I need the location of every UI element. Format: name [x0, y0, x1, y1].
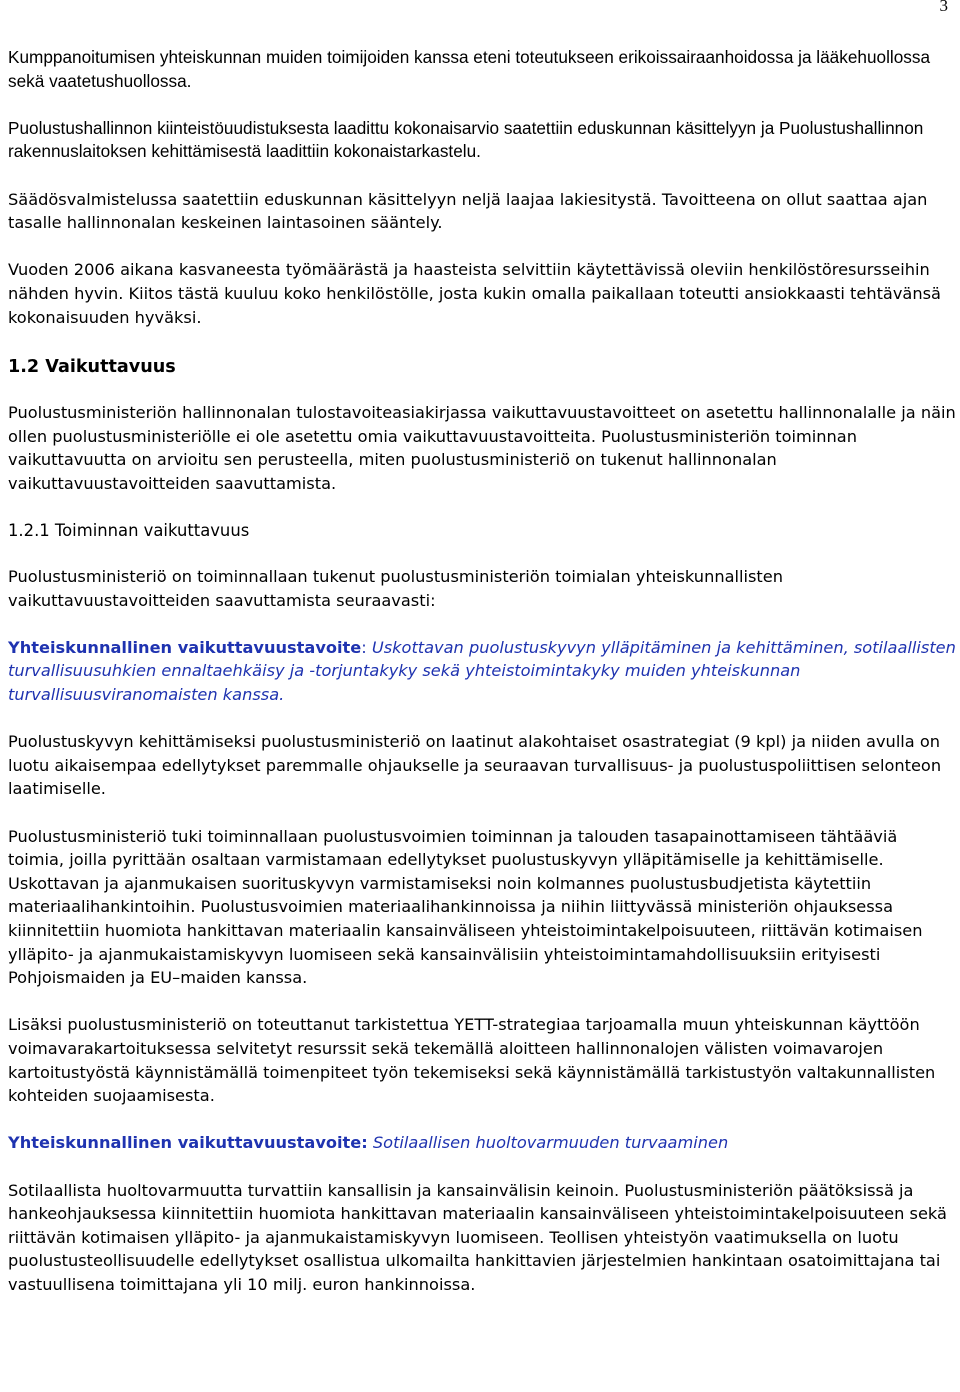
document-body: [8, 46, 958, 1297]
goal-security-of-supply: [8, 1131, 958, 1155]
paragraph-substrategies: Puolustuskyvyn kehittämiseksi puolustusministeriö on laatinut alakohtaiset osastrategiat (9 kpl) ja niiden avulla on luotu aikaisempaa edellytykset paremmalle ohjaukselle ja seuraavan turvallisuus- ja puolustuspoliittisen selonteon laatimiselle.: [8, 732, 942, 799]
paragraph-legislation: Säädösvalmistelussa saatettiin eduskunnan käsittelyyn neljä laajaa lakiesitystä. Tavoitteena on ollut saattaa ajan tasalle hallinnonalan keskeinen laintasoinen sääntely.: [8, 189, 928, 233]
subsection-heading-operational-effectiveness: 1.2.1 Toiminnan vaikuttavuus: [8, 521, 250, 541]
paragraph-balancing: Puolustusministeriö tuki toiminnallaan puolustusvoimien toiminnan ja talouden tasapainottamiseen tähtääviä toimia, joilla pyrittään osaltaan varmistamaan edellytykset puolustuskyvyn ylläpitämiselle ja kehittämiselle. Uskottavan ja ajanmukaisen suorituskyvyn varmistamiseksi noin kolmannes puolustusbudjetista käytettiin materiaalihankintoihin. Puolustusvoimien materiaalihankinnoissa ja niihin liittyvässä ministeriön ohjauksessa kiinnitettiin huomiota hankittavan materiaalin kansainväliseen yhteistoimintakelpoisuuteen, riittävän kotimaisen ylläpito- ja ajanmukaistamiskyvyn luomiseen sekä kansainvälisiin yhteistoimintamahdollisuuksiin erityisesti Pohjoismaiden ja EU–maiden kanssa.: [8, 826, 923, 988]
paragraph-yett-strategy: Lisäksi puolustusministeriö on toteuttanut tarkistettua YETT-strategiaa tarjoamalla muun yhteiskunnan käyttöön voimavarakartoituksessa selvitetyt resurssit sekä tekemällä aloitteen hallinnonalojen välisten voimavarojen kartoitustyöstä käynnistämällä toimenpiteet työn tekemiseksi sekä käynnistämällä tarkistustyön valtakunnallisten kohteiden suojaamisesta.: [8, 1015, 936, 1106]
paragraph-effectiveness-goals: Puolustusministeriön hallinnonalan tulostavoiteasiakirjassa vaikuttavuustavoitteet on asetettu hallinnonalalle ja näin ollen puolustusministeriölle ei ole asetettu omia vaikuttavuustavoitteita. Puolustusministeriön toiminnan vaikuttavuutta on arvioitu sen perusteella, miten puolustusministeriö on tukenut hallinnonalan vaikuttavuustavoitteiden saavuttamista.: [8, 403, 956, 493]
paragraph-real-estate: Puolustushallinnon kiinteistöuudistuksesta laadittu kokonaisarvio saatettiin eduskunnan käsittelyyn ja Puolustushallinnon rakennuslaitoksen kehittämisestä laadittiin kokonaistarkastelu.: [8, 117, 924, 162]
goal-defence-capability: [8, 636, 958, 707]
page-number: 3: [939, 0, 948, 15]
paragraph-partnering: Kumppanoitumisen yhteiskunnan muiden toimijoiden kanssa eteni toteutukseen erikoissairaanhoidossa ja lääkehuollossa sekä vaatetushuollossa.: [8, 47, 931, 91]
goal-label: Yhteiskunnallinen vaikuttavuustavoite: [8, 637, 362, 657]
section-heading-effectiveness: 1.2 Vaikuttavuus: [8, 357, 176, 378]
paragraph-support-summary: Puolustusministeriö on toiminnallaan tukenut puolustusministeriön toimialan yhteiskunnallisten vaikuttavuustavoitteiden saavuttamista seuraavasti:: [8, 567, 783, 610]
goal-label: Yhteiskunnallinen vaikuttavuustavoite:: [8, 1133, 368, 1153]
paragraph-security-of-supply: Sotilaallista huoltovarmuutta turvattiin kansallisin ja kansainvälisin keinoin. Puolustusministeriön päätöksissä ja hankeohjauksessa kiinnitettiin huomiota hankittavan materiaalin kansainväliseen yhteistoimintakelpoisuuteen sekä riittävän kotimaisen ylläpito- ja ajanmukaistamiskyvyn luomiseen. Teollisen yhteistyön vaatimuksella on luotu puolustusteollisuudelle edellytykset osallistua ulkomailta hankittavien järjestelmien hankintaan osatoimittajana tai vastuullisena toimittajana yli 10 milj. euron hankinnoissa.: [8, 1180, 947, 1294]
goal-text: Uskottavan puolustuskyvyn ylläpitäminen ja kehittäminen, sotilaallisten turvallisuusuhkien ennaltaehkäisy ja -torjuntakyky sekä yhteistoimintakyky muiden yhteiskunnan turvallisuusviranomaisten kanssa.: [8, 637, 956, 705]
goal-text: Sotilaallisen huoltovarmuuden turvaaminen: [367, 1133, 729, 1153]
paragraph-workload: Vuoden 2006 aikana kasvaneesta työmäärästä ja haasteista selvittiin käytettävissä oleviin henkilöstöresursseihin nähden hyvin. Kiitos tästä kuuluu koko henkilöstölle, josta kukin omalla paikallaan toteutti ansiokkaasti tehtävänsä kokonaisuuden hyväksi.: [8, 260, 941, 327]
goal-colon: :: [361, 637, 367, 657]
